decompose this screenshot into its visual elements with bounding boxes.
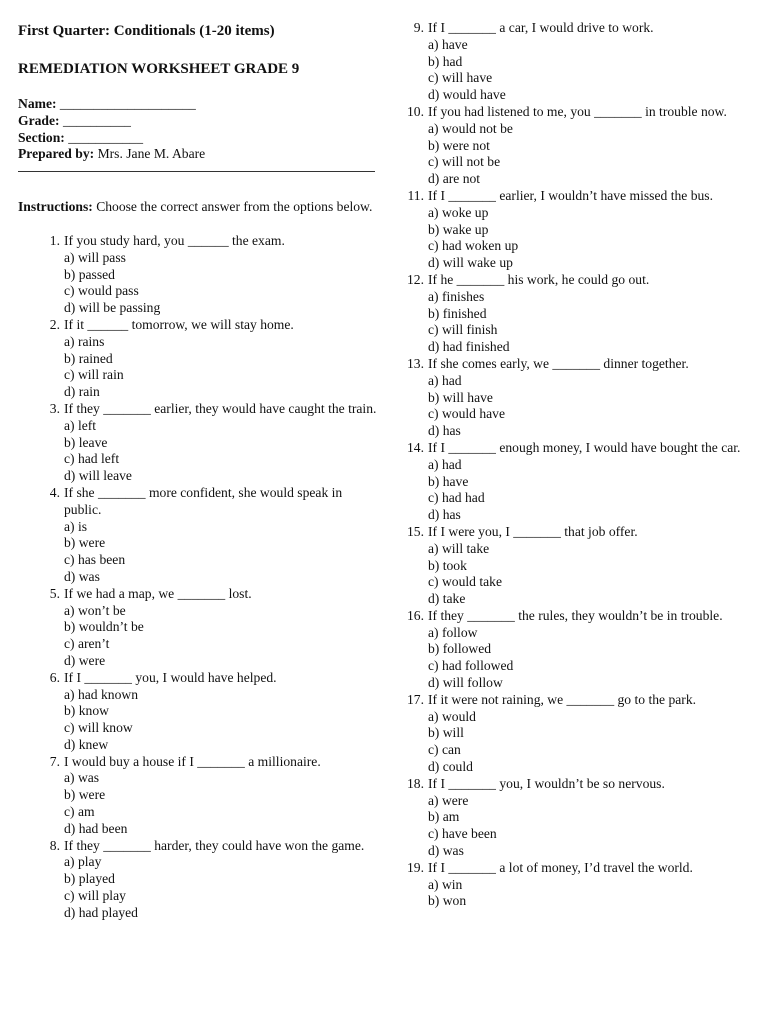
question-text: If I _______ enough money, I would have bought the car. — [428, 439, 741, 455]
instructions-label: Instructions: — [18, 199, 93, 215]
answer-option: a) woke up — [428, 204, 489, 220]
answer-option: c) will rain — [64, 367, 124, 383]
question-item — [400, 860, 750, 910]
answer-option: a) have — [428, 36, 468, 52]
answer-option: d) take — [428, 591, 466, 607]
answer-option: d) will be passing — [64, 300, 161, 316]
question-item — [18, 838, 378, 922]
question-item — [18, 485, 378, 586]
question-number: 16. — [407, 607, 424, 623]
answer-option: a) had known — [64, 686, 138, 702]
question-list-right — [400, 20, 750, 910]
answer-option: d) could — [428, 759, 473, 775]
question-number: 5. — [49, 585, 60, 601]
question-item — [400, 104, 750, 188]
question-text: If you study hard, you ______ the exam. — [64, 232, 285, 248]
question-number: 9. — [413, 20, 424, 35]
question-item — [400, 188, 750, 272]
question-number: 3. — [49, 400, 60, 416]
answer-option: a) follow — [428, 624, 478, 640]
question-item — [18, 670, 378, 754]
question-number: 14. — [407, 439, 424, 455]
answer-option: b) won — [428, 893, 467, 909]
answer-option: b) have — [428, 473, 469, 489]
answer-option: d) will follow — [428, 675, 503, 691]
question-text: If I _______ a lot of money, I’d travel the world. — [428, 859, 693, 875]
answer-option: a) had — [428, 456, 462, 472]
answer-option: a) will pass — [64, 249, 126, 265]
question-text: If she _______ more confident, she would speak in public. — [64, 484, 343, 517]
name-line — [18, 96, 378, 113]
answer-option: a) had — [428, 372, 462, 388]
question-item — [400, 608, 750, 692]
prepared-by-value: Mrs. Jane M. Abare — [97, 146, 206, 162]
answer-option: d) had played — [64, 904, 138, 920]
answer-option: a) were — [428, 792, 469, 808]
question-number: 11. — [407, 187, 424, 203]
answer-option: d) has — [428, 507, 461, 523]
answer-option: d) would have — [428, 87, 506, 103]
section-line — [18, 130, 378, 147]
answer-option: c) would pass — [64, 283, 139, 299]
answer-option: c) will not be — [428, 154, 501, 170]
question-number: 13. — [407, 355, 424, 371]
question-text: If we had a map, we _______ lost. — [64, 585, 252, 601]
question-text: I would buy a house if I _______ a millionaire. — [64, 753, 321, 769]
question-text: If I _______ a car, I would drive to work. — [428, 20, 654, 35]
answer-option: c) had followed — [428, 658, 514, 674]
question-text: If they _______ earlier, they would have caught the train. — [64, 400, 377, 416]
answer-option: c) would have — [428, 406, 506, 422]
name-blank: ____________________ — [59, 96, 196, 111]
answer-option: a) will take — [428, 540, 490, 556]
answer-option: d) has — [428, 423, 461, 439]
question-text: If I were you, I _______ that job offer. — [428, 523, 638, 539]
question-number: 10. — [407, 103, 424, 119]
left-column — [18, 20, 378, 922]
section-blank: ___________ — [68, 129, 143, 145]
answer-option: c) will know — [64, 720, 133, 736]
answer-option: a) rains — [64, 333, 105, 349]
answer-option: c) will finish — [428, 322, 498, 338]
question-number: 19. — [407, 859, 424, 875]
answer-option: d) was — [428, 843, 464, 859]
question-item — [400, 272, 750, 356]
name-label: Name: — [18, 96, 57, 111]
answer-option: b) were — [64, 787, 106, 803]
answer-option: d) had finished — [428, 339, 510, 355]
question-text: If I _______ you, I wouldn’t be so nervous. — [428, 775, 665, 791]
question-item — [18, 401, 378, 485]
question-item — [400, 692, 750, 776]
answer-option: d) was — [64, 568, 100, 584]
worksheet-subtitle: REMEDIATION WORKSHEET GRADE 9 — [18, 61, 300, 77]
answer-option: d) rain — [64, 384, 100, 400]
question-number: 1. — [49, 232, 60, 248]
question-text: If it were not raining, we _______ go to the park. — [428, 691, 697, 707]
answer-option: b) were not — [428, 137, 490, 153]
question-number: 2. — [49, 316, 60, 332]
question-item — [400, 356, 750, 440]
question-text: If you had listened to me, you _______ in trouble now. — [428, 103, 727, 119]
question-text: If he _______ his work, he could go out. — [428, 271, 650, 287]
answer-option: b) rained — [64, 350, 113, 366]
answer-option: c) will have — [428, 70, 493, 86]
question-text: If they _______ harder, they could have won the game. — [64, 837, 365, 853]
answer-option: a) is — [64, 518, 88, 534]
answer-option: d) were — [64, 652, 106, 668]
answer-option: c) had had — [428, 490, 485, 506]
prepared-by-line — [18, 146, 378, 163]
prepared-by-label: Prepared by: — [18, 146, 95, 162]
answer-option: b) finished — [428, 305, 487, 321]
answer-option: c) can — [428, 742, 461, 758]
question-number: 15. — [407, 523, 424, 539]
grade-label: Grade: — [18, 112, 60, 128]
answer-option: d) knew — [64, 736, 109, 752]
answer-option: b) am — [428, 809, 460, 825]
grade-line — [18, 113, 378, 130]
answer-option: c) has been — [64, 552, 126, 568]
question-text: If she comes early, we _______ dinner together. — [428, 355, 689, 371]
answer-option: b) passed — [64, 266, 115, 282]
question-item — [18, 754, 378, 838]
answer-option: b) will have — [428, 389, 493, 405]
instructions-text: Choose the correct answer from the options below. — [96, 199, 373, 215]
question-list-left — [18, 233, 378, 922]
answer-option: a) would not be — [428, 120, 513, 136]
answer-option: b) followed — [428, 641, 492, 657]
instructions — [18, 199, 378, 216]
question-number: 12. — [407, 271, 424, 287]
question-text: If I _______ you, I would have helped. — [64, 669, 277, 685]
answer-option: a) win — [428, 876, 463, 892]
answer-option: b) wake up — [428, 221, 489, 237]
answer-option: c) aren’t — [64, 636, 110, 652]
section-label: Section: — [18, 129, 65, 145]
right-column — [400, 20, 750, 910]
answer-option: c) would take — [428, 574, 502, 590]
answer-option: d) will leave — [64, 468, 132, 484]
question-text: If it ______ tomorrow, we will stay home. — [64, 316, 294, 332]
question-item — [18, 317, 378, 401]
answer-option: d) had been — [64, 820, 128, 836]
question-number: 4. — [49, 484, 60, 500]
question-number: 7. — [49, 753, 60, 769]
answer-option: b) leave — [64, 434, 108, 450]
question-item — [18, 233, 378, 317]
answer-option: a) won’t be — [64, 602, 126, 618]
answer-option: b) took — [428, 557, 467, 573]
question-number: 18. — [407, 775, 424, 791]
answer-option: b) had — [428, 53, 463, 69]
question-number: 8. — [49, 837, 60, 853]
question-item — [400, 440, 750, 524]
answer-option: c) will play — [64, 888, 126, 904]
answer-option: c) had woken up — [428, 238, 519, 254]
question-item — [400, 20, 750, 104]
answer-option: b) wouldn’t be — [64, 619, 144, 635]
answer-option: b) know — [64, 703, 109, 719]
answer-option: a) left — [64, 417, 97, 433]
answer-option: a) play — [64, 854, 102, 870]
worksheet-title: First Quarter: Conditionals (1-20 items) — [18, 23, 275, 39]
answer-option: b) will — [428, 725, 464, 741]
answer-option: a) was — [64, 770, 100, 786]
question-item — [400, 776, 750, 860]
grade-blank: __________ — [62, 112, 131, 128]
answer-option: d) are not — [428, 171, 481, 187]
question-item — [400, 524, 750, 608]
answer-option: a) finishes — [428, 288, 485, 304]
horizontal-rule — [18, 171, 375, 172]
question-item — [18, 586, 378, 670]
question-number: 17. — [407, 691, 424, 707]
answer-option: a) would — [428, 708, 476, 724]
answer-option: c) am — [64, 804, 95, 820]
question-text: If I _______ earlier, I wouldn’t have missed the bus. — [428, 187, 713, 203]
answer-option: b) were — [64, 535, 106, 551]
answer-option: b) played — [64, 871, 115, 887]
answer-option: d) will wake up — [428, 255, 513, 271]
question-text: If they _______ the rules, they wouldn’t be in trouble. — [428, 607, 723, 623]
question-number: 6. — [49, 669, 60, 685]
answer-option: c) have been — [428, 826, 497, 842]
answer-option: c) had left — [64, 451, 120, 467]
